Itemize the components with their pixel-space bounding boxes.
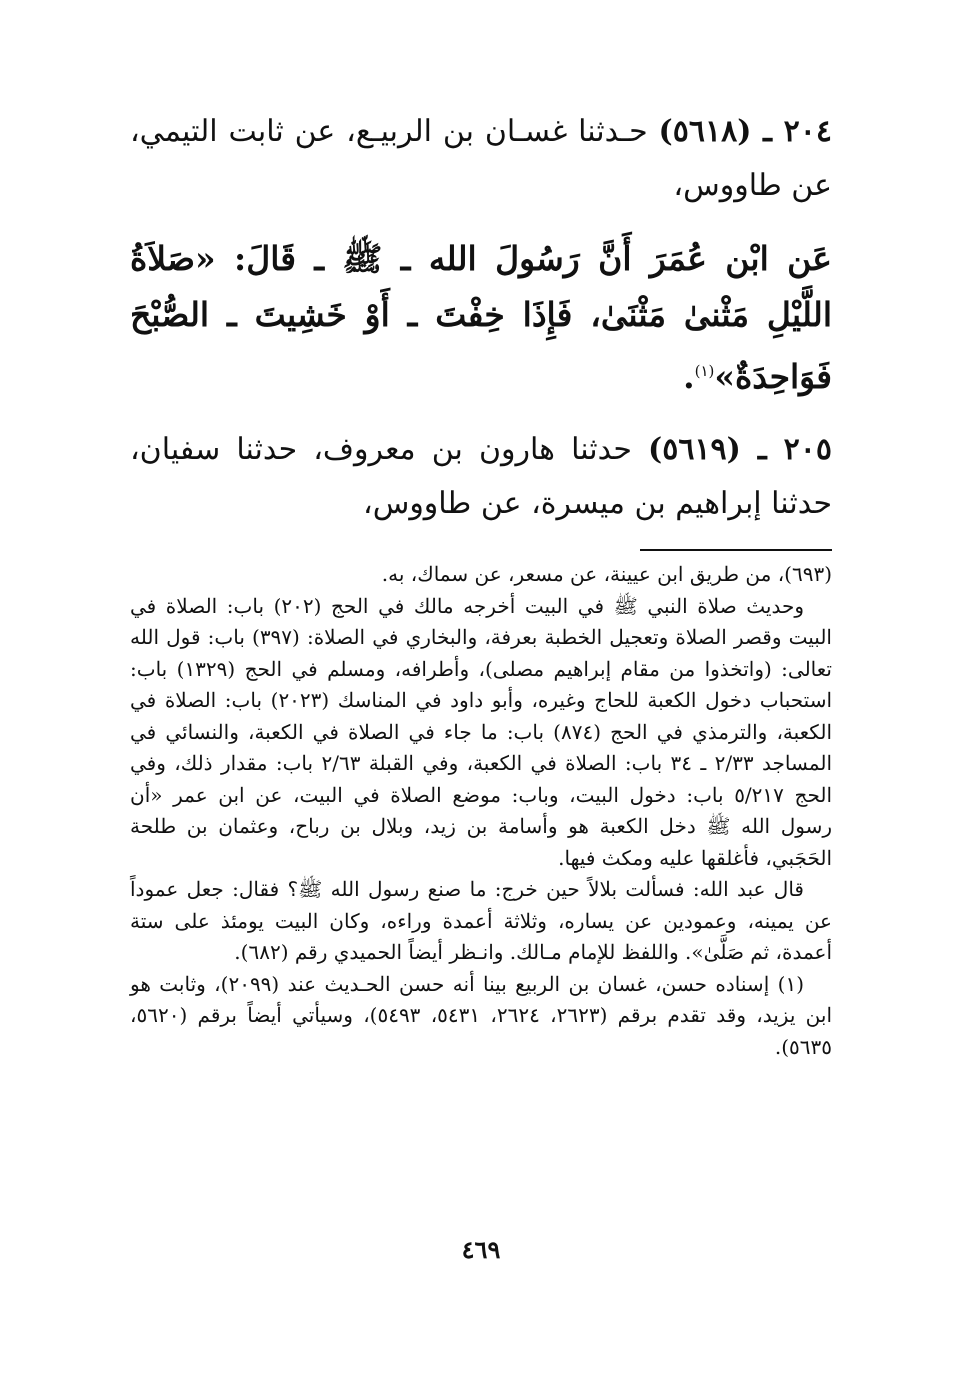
hadith-number: ٢٠٥ ـ (٥٦١٩) <box>648 432 832 467</box>
hadith-number: ٢٠٤ ـ (٥٦١٨) <box>658 114 833 149</box>
hadith-204-chain <box>130 105 832 213</box>
footnote-bilal-report: قال عبد الله: فسألت بلالاً حين خرج: ما صنع رسول الله ﷺ؟ فقال: جعل عموداً عن يمينه، وعمودين عن يساره، وثلاثة أعمدة وراءه، وكان البيت يومئذ على ستة أعمدة، ثم صَلَّىٰ». واللفظ للإمام مـالك. وانـظر أيضاً الحميدي رقم (٦٨٢). <box>130 877 832 964</box>
hadith-matn-text: عَن ابْن عُمَرَ أَنَّ رَسُولَ الله ـ ﷺ ـ قَالَ: «صَلاَةُ اللَّيْلِ مَثْنىٰ مَثْنَىٰ، فَإِذَا خِفْتَ ـ أَوْ خَشِيتَ ـ الصُّبْحَ فَوَاحِدَةٌ» <box>130 239 832 396</box>
footnote-sources: وحديث صلاة النبي ﷺ في البيت أخرجه مالك في الحج (٢٠٢) باب: الصلاة في البيت وقصر الصلاة وتعجيل الخطبة بعرفة، والبخاري في الصلاة: (٣٩٧) باب: قول الله تعالى: (واتخذوا من مقام إبراهيم مصلى)، وأطرافه، ومسلم في الحج (١٣٢٩) باب: استحباب دخول الكعبة للحاج وغيره، وأبو داود في المناسك (٢٠٢٣) باب: الصلاة في الكعبة، والترمذي في الحج (٨٧٤) باب: ما جاء في الصلاة في الكعبة، والنسائي في المساجد ٢/٣٣ ـ ٣٤ باب: الصلاة في الكعبة، وفي القبلة ٢/٦٣ باب: مقدار ذلك، وفي الحج ٥/٢١٧ باب: دخول البيت، وباب: موضع الصلاة في البيت، عن ابن عمر «أن رسول الله ﷺ دخل الكعبة هو وأسامة بن زيد، وبلال بن رباح، وعثمان بن طلحة الحَجَبي، فأغلقها عليه ومكث فيها. <box>130 593 833 870</box>
page-number: ٤٦٩ <box>461 1235 501 1264</box>
hadith-chain-text: حدثنا هارون بن معروف، حدثنا سفيان، حدثنا إبراهيم بن ميسرة، عن طاووس، <box>130 432 832 521</box>
hadith-chain-text: حـدثنا غسـان بن الربيـع، عن ثابت التيمي، عن طاووس، <box>130 114 832 203</box>
hadith-end-mark: . <box>683 357 695 396</box>
footnote-separator <box>640 549 832 551</box>
page-body <box>130 105 832 1063</box>
hadith-204-matn <box>130 231 832 405</box>
footnote-1: (١) إسناده حسن، غسان بن الربيع بينا أنه حسن الحـديث عند (٢٠٩٩)، وثابت هو ابن يزيد، وقد تقدم برقم (٢٦٢٣، ٢٦٢٤، ٥٤٣١، ٥٤٩٣)، وسيأتي أيضاً برقم (٥٦٢٠، ٥٦٣٥). <box>130 971 833 1059</box>
hadith-205-chain <box>130 423 832 531</box>
footnote-marker: (١) <box>694 362 715 380</box>
footnote-continuation: (٦٩٣)، من طريق ابن عيينة، عن مسعر، عن سماك، به. <box>381 562 832 586</box>
